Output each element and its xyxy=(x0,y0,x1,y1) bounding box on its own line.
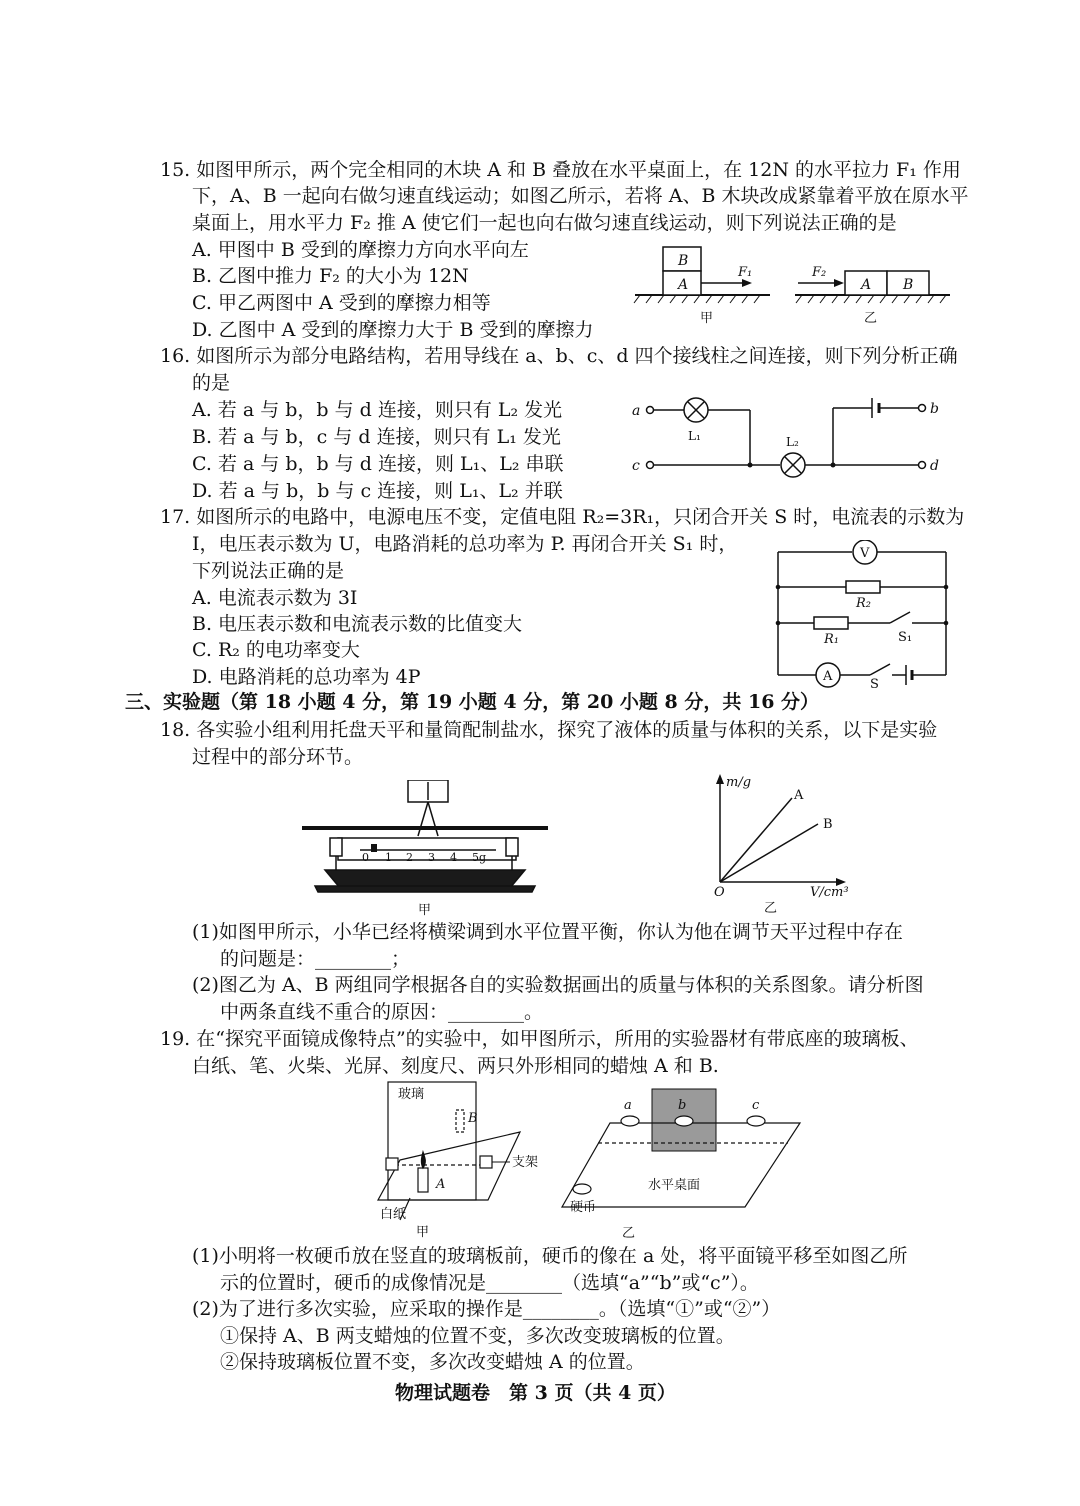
q17-option-b: B. 电压表示数和电流表示数的比值变大 xyxy=(192,613,523,635)
q17-option-d: D. 电路消耗的总功率为 4P xyxy=(192,666,421,688)
q15-option-d: D. 乙图中 A 受到的摩擦力大于 B 受到的摩擦力 xyxy=(192,319,594,341)
q17-r1-label: R₁ xyxy=(824,632,839,647)
q15-block-b2-label: B xyxy=(903,277,914,293)
q19-figure-yi xyxy=(560,1085,810,1240)
q15-option-b: B. 乙图中推力 F₂ 的大小为 12N xyxy=(192,265,469,287)
q16-lamp-l1-label: L₁ xyxy=(688,429,701,443)
q15-stem-line1: 15. 如图甲所示，两个完全相同的木块 A 和 B 叠放在水平桌面上，在 12N 的水平拉力 F₁ 作用 xyxy=(160,159,961,181)
q19-stem-line2: 白纸、笔、火柴、光屏、刻度尺、两只外形相同的蜡烛 A 和 B. xyxy=(192,1055,719,1077)
q19-option-1: ①保持 A、B 两支蜡烛的位置不变，多次改变玻璃板的位置。 xyxy=(220,1325,735,1347)
q16-option-b: B. 若 a 与 b，c 与 d 连接，则只有 L₁ 发光 xyxy=(192,426,561,448)
q18-tick-2: 2 xyxy=(406,851,413,864)
q19-part1-line2: 示的位置时，硬币的成像情况是________（选填“a”“b”或“c”）。 xyxy=(220,1272,759,1294)
q18-part1-line1: (1)如图甲所示，小华已经将横梁调到水平位置平衡，你认为他在调节天平过程中存在 xyxy=(192,921,903,943)
q19-part1-line1: (1)小明将一枚硬币放在竖直的玻璃板前，硬币的像在 a 处，将平面镜平移至如图乙所 xyxy=(192,1245,908,1267)
q16-lamp-l2-label: L₂ xyxy=(786,435,799,449)
q18-caption-jia: 甲 xyxy=(418,903,432,918)
q17-option-a: A. 电流表示数为 3I xyxy=(192,587,358,609)
q17-ammeter-label: A xyxy=(823,669,833,684)
q15-caption-yi: 乙 xyxy=(864,311,878,326)
q15-option-a: A. 甲图中 B 受到的摩擦力方向水平向左 xyxy=(192,239,529,261)
q19-position-b: b xyxy=(678,1098,687,1113)
q18-graph-figure xyxy=(700,770,860,920)
q15-option-c: C. 甲乙两图中 A 受到的摩擦力相等 xyxy=(192,292,491,314)
q19-candle-b-label: B xyxy=(468,1111,478,1126)
q15-block-a2-label: A xyxy=(861,277,872,293)
q15-block-a-label: A xyxy=(678,277,689,293)
q18-graph-origin: O xyxy=(714,885,725,900)
q16-terminal-d: d xyxy=(930,458,939,474)
q16-stem-line1: 16. 如图所示为部分电路结构，若用导线在 a、b、c、d 四个接线柱之间连接，则下列分析正确 xyxy=(160,345,958,367)
q18-graph-ylabel: m/g xyxy=(726,775,752,790)
q18-tick-0: 0 xyxy=(362,851,369,864)
q15-f2-label: F₂ xyxy=(812,265,827,280)
q19-position-c: c xyxy=(752,1098,760,1113)
q17-voltmeter-label: V xyxy=(860,546,870,561)
q15-f1-label: F₁ xyxy=(738,265,753,280)
section-3-heading: 三、实验题（第 18 小题 4 分，第 19 小题 4 分，第 20 小题 8 分，共 16 分） xyxy=(125,691,820,713)
q17-stem-line2: I，电压表示数为 U，电路消耗的总功率为 P. 再闭合开关 S₁ 时， xyxy=(192,533,738,555)
q19-stand-label: 支架 xyxy=(512,1155,539,1170)
q18-tick-1: 1 xyxy=(385,851,392,864)
q15-figure xyxy=(630,240,960,330)
q17-s1-label: S₁ xyxy=(898,630,913,645)
q18-part2-line2: 中两条直线不重合的原因：________。 xyxy=(220,1001,544,1023)
q16-stem-line2: 的是 xyxy=(192,372,231,394)
q19-figure-jia xyxy=(370,1080,550,1240)
q17-option-c: C. R₂ 的电功率变大 xyxy=(192,639,360,661)
q18-line-b-label: B xyxy=(823,817,833,832)
q18-caption-yi: 乙 xyxy=(764,901,778,916)
q18-tick-5g: 5g xyxy=(472,851,487,864)
q17-figure xyxy=(770,540,955,690)
q18-part1-line2: 的问题是：________； xyxy=(220,948,411,970)
q19-candle-a-label: A xyxy=(436,1177,446,1192)
q16-terminal-a: a xyxy=(632,403,641,419)
q19-coin-label: 硬币 xyxy=(570,1200,597,1215)
q19-table-label: 水平桌面 xyxy=(648,1178,701,1193)
q19-paper-label: 白纸 xyxy=(380,1207,407,1222)
q18-stem-line1: 18. 各实验小组利用托盘天平和量筒配制盐水，探究了液体的质量与体积的关系，以下是实验 xyxy=(160,719,938,741)
q18-graph-xlabel: V/cm³ xyxy=(810,885,849,900)
q15-stem-line2: 下，A、B 一起向右做匀速直线运动；如图乙所示，若将 A、B 木块改成紧靠着平放在原水平 xyxy=(192,185,969,207)
q17-stem-line3: 下列说法正确的是 xyxy=(192,560,345,582)
q17-stem-line1: 17. 如图所示的电路中，电源电压不变，定值电阻 R₂=3R₁，只闭合开关 S 时，电流表的示数为 xyxy=(160,506,965,528)
q18-part2-line1: (2)图乙为 A、B 两组同学根据各自的实验数据画出的质量与体积的关系图象。请分析图 xyxy=(192,974,924,996)
q17-s-label: S xyxy=(870,677,879,690)
q16-terminal-c: c xyxy=(632,458,640,474)
q19-part2-line1: (2)为了进行多次实验，应采取的操作是________。（选填“①”或“②”） xyxy=(192,1298,781,1320)
q18-stem-line2: 过程中的部分环节。 xyxy=(192,746,364,768)
q18-line-a-label: A xyxy=(794,788,804,803)
q19-glass-label: 玻璃 xyxy=(398,1087,425,1102)
q18-balance-figure xyxy=(300,780,550,920)
q16-terminal-b: b xyxy=(930,401,939,417)
q15-block-b-label: B xyxy=(678,253,689,269)
q19-position-a: a xyxy=(624,1098,632,1113)
q16-option-d: D. 若 a 与 b，b 与 c 连接，则 L₁、L₂ 并联 xyxy=(192,480,563,502)
q16-option-c: C. 若 a 与 b，b 与 d 连接，则 L₁、L₂ 串联 xyxy=(192,453,564,475)
q19-stem-line1: 19. 在“探究平面镜成像特点”的实验中，如甲图所示，所用的实验器材有带底座的玻璃板、 xyxy=(160,1028,919,1050)
q18-tick-3: 3 xyxy=(428,851,435,864)
q19-option-2: ②保持玻璃板位置不变，多次改变蜡烛 A 的位置。 xyxy=(220,1351,645,1373)
q18-tick-4: 4 xyxy=(450,851,457,864)
q15-caption-jia: 甲 xyxy=(700,311,714,326)
q19-caption-yi: 乙 xyxy=(622,1226,636,1240)
q16-option-a: A. 若 a 与 b，b 与 d 连接，则只有 L₂ 发光 xyxy=(192,399,563,421)
q16-figure xyxy=(628,392,953,482)
page-footer: 物理试题卷 第 3 页（共 4 页） xyxy=(395,1382,676,1404)
q17-r2-label: R₂ xyxy=(856,596,871,611)
q15-stem-line3: 桌面上，用水平力 F₂ 推 A 使它们一起也向右做匀速直线运动，则下列说法正确的是 xyxy=(192,212,897,234)
q19-caption-jia: 甲 xyxy=(416,1225,430,1240)
